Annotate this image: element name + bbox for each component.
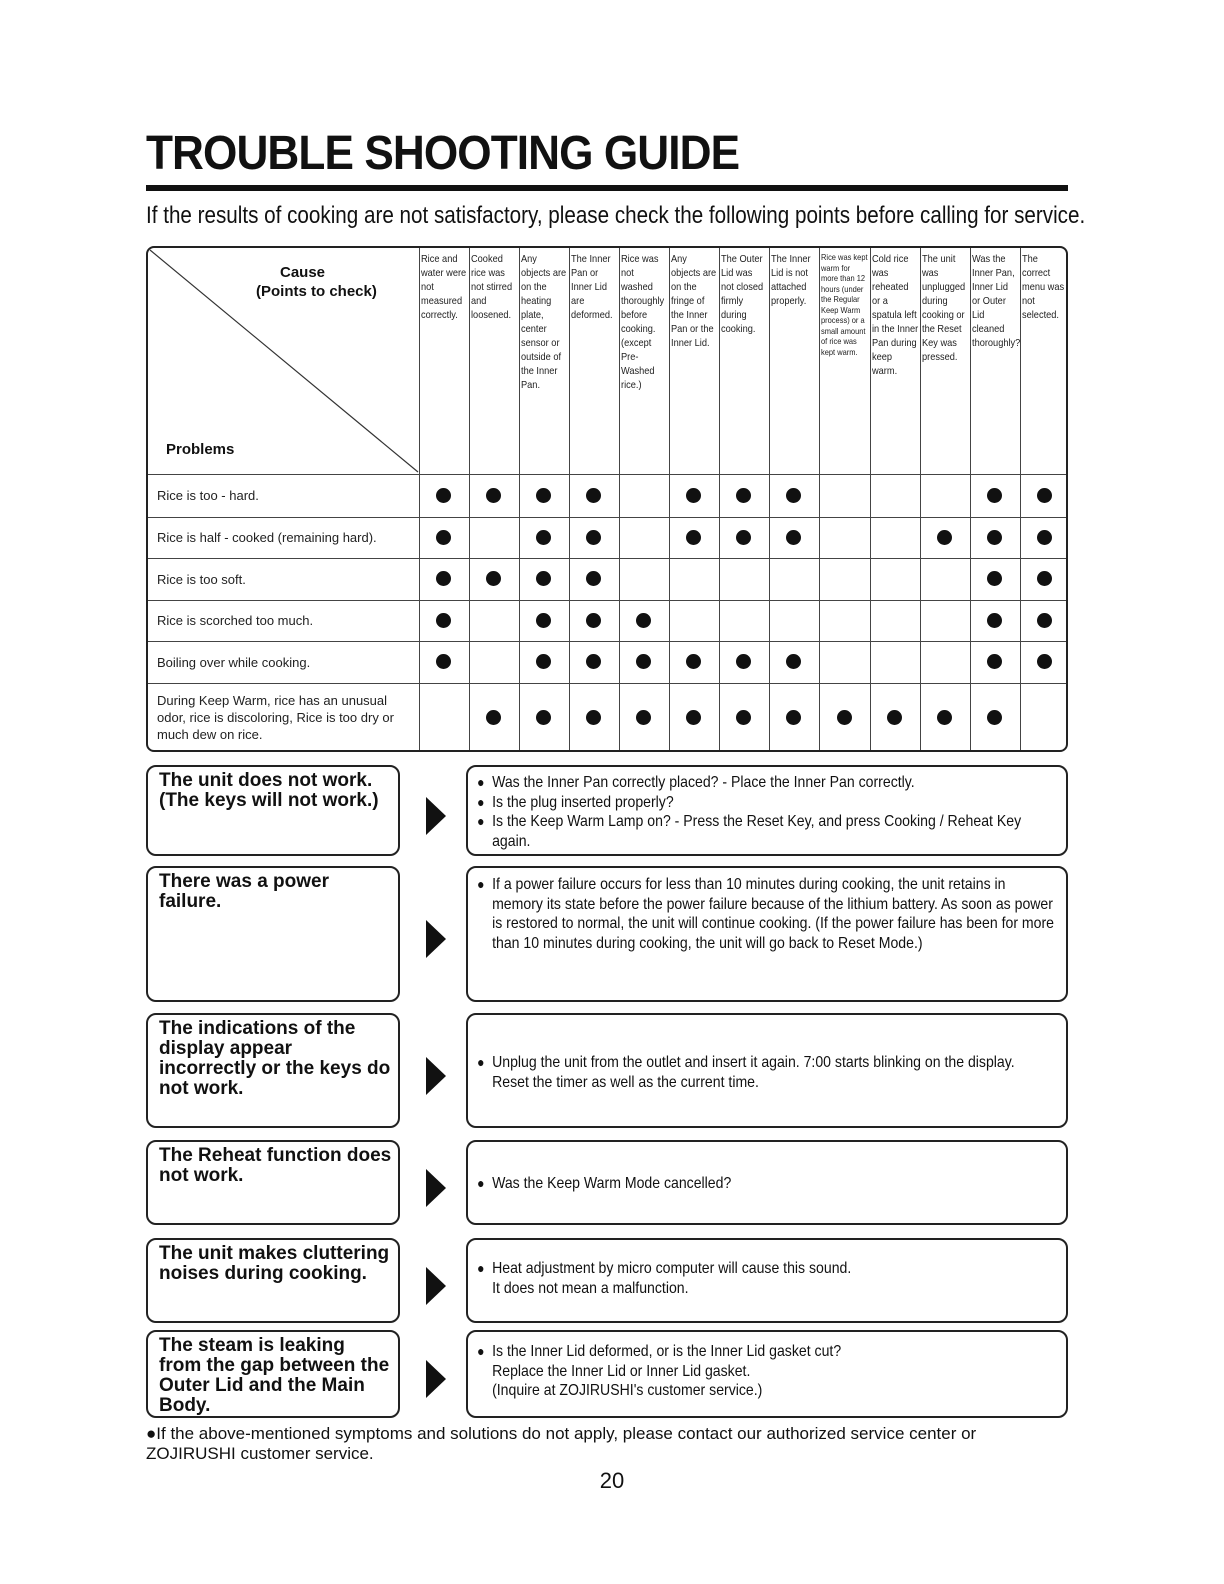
check-dot bbox=[686, 530, 701, 545]
column-divider bbox=[819, 248, 820, 752]
solution-box bbox=[466, 1238, 1068, 1323]
check-dot bbox=[1037, 571, 1052, 586]
column-divider bbox=[920, 248, 921, 752]
check-dot bbox=[686, 488, 701, 503]
problem-label-text: Rice is too - hard. bbox=[157, 488, 259, 503]
solution-text: ● Heat adjustment by micro computer will cause this sound. bbox=[478, 1259, 1059, 1279]
arrow-right-icon bbox=[426, 1267, 446, 1305]
problem-text: The indications of the display appear incorrectly or the keys do not work. bbox=[159, 1018, 391, 1099]
solution-box bbox=[466, 866, 1068, 1002]
check-dot bbox=[436, 654, 451, 669]
check-dot bbox=[586, 654, 601, 669]
cause-header-cell: Rice was kept warm for more than 12 hours (under the Regular Keep Warm process) or a small amount of rice was kept warm. bbox=[821, 252, 868, 357]
check-dot bbox=[436, 530, 451, 545]
check-dot bbox=[1037, 488, 1052, 503]
solution-box bbox=[466, 1140, 1068, 1225]
problem-label bbox=[157, 600, 407, 641]
check-dot bbox=[436, 488, 451, 503]
problems-header: Problems bbox=[166, 441, 235, 458]
problem-label bbox=[157, 517, 407, 558]
solution-list bbox=[478, 1053, 1059, 1092]
check-dot bbox=[536, 488, 551, 503]
problem-text: The unit does not work. (The keys will not work.) bbox=[159, 770, 379, 811]
arrow-right-icon bbox=[426, 1360, 446, 1398]
problem-box bbox=[146, 1013, 400, 1128]
check-dot bbox=[586, 571, 601, 586]
check-dot bbox=[887, 710, 902, 725]
check-dot bbox=[987, 710, 1002, 725]
solution-list bbox=[478, 773, 1059, 851]
check-dot bbox=[486, 710, 501, 725]
arrow-right-icon bbox=[426, 920, 446, 958]
check-dot bbox=[1037, 613, 1052, 628]
check-dot bbox=[736, 710, 751, 725]
column-divider bbox=[469, 248, 470, 752]
problem-label-text: During Keep Warm, rice has an unusual odor, rice is discoloring, Rice is too dry or much dew on rice. bbox=[157, 693, 394, 742]
problem-box bbox=[146, 1330, 400, 1418]
check-dot bbox=[837, 710, 852, 725]
column-divider bbox=[669, 248, 670, 752]
check-dot bbox=[736, 488, 751, 503]
check-dot bbox=[987, 530, 1002, 545]
column-divider bbox=[970, 248, 971, 752]
page-subtitle: If the results of cooking are not satisfactory, please check the following points before calling for service. bbox=[146, 202, 1086, 229]
check-dot bbox=[586, 530, 601, 545]
problem-text: The Reheat function does not work. bbox=[159, 1145, 392, 1186]
footnote-text: If the above-mentioned symptoms and solutions do not apply, please contact our authorized service center or ZOJIRUSHI customer service. bbox=[146, 1424, 977, 1463]
column-divider bbox=[519, 248, 520, 752]
problem-label bbox=[157, 474, 407, 517]
column-divider bbox=[719, 248, 720, 752]
solution-list bbox=[478, 875, 1059, 953]
problem-label-text: Rice is scorched too much. bbox=[157, 613, 314, 628]
column-divider bbox=[769, 248, 770, 752]
check-dot bbox=[536, 710, 551, 725]
check-dot bbox=[436, 613, 451, 628]
check-dot bbox=[686, 710, 701, 725]
check-dot bbox=[736, 654, 751, 669]
check-dot bbox=[536, 654, 551, 669]
column-divider bbox=[1020, 248, 1021, 752]
cause-header-cell: Any objects are on the heating plate, center sensor or outside of the Inner Pan. bbox=[521, 253, 567, 391]
problem-label bbox=[157, 683, 407, 752]
cause-header-cell: Was the Inner Pan, Inner Lid or Outer Lid cleaned thoroughly? bbox=[972, 253, 1021, 349]
cause-header-cell: The correct menu was not selected. bbox=[1022, 253, 1065, 321]
page-number: 20 bbox=[599, 1468, 625, 1493]
problem-label-text: Rice is half - cooked (remaining hard). bbox=[157, 530, 377, 545]
cause-header-cell: Cooked rice was not stirred and loosened. bbox=[471, 253, 513, 321]
check-dot bbox=[786, 654, 801, 669]
check-dot bbox=[586, 613, 601, 628]
page-title: TROUBLE SHOOTING GUIDE bbox=[146, 127, 740, 180]
problem-label bbox=[157, 558, 407, 600]
check-dot bbox=[987, 613, 1002, 628]
solution-text: (Inquire at ZOJIRUSHI's customer service.) bbox=[492, 1382, 763, 1399]
cause-subheader: (Points to check) bbox=[256, 283, 377, 300]
check-dot bbox=[536, 530, 551, 545]
solution-text: Replace the Inner Lid or Inner Lid gasket. bbox=[492, 1362, 751, 1380]
cause-header-cell: Rice and water were not measured correctly. bbox=[421, 253, 467, 321]
solution-text: ● If a power failure occurs for less than 10 minutes during cooking, the unit retains in memory its state before the power failure because of the lithium battery. As soon as power is restored to normal, the unit will continue cooking. (If the power failure has been for more than 10 minutes during cooking, the unit will go back to Reset Mode.) bbox=[478, 875, 1059, 953]
check-dot bbox=[1037, 654, 1052, 669]
check-dot bbox=[486, 571, 501, 586]
solution-list bbox=[478, 1259, 1059, 1298]
cause-header: Cause bbox=[280, 264, 326, 281]
check-dot bbox=[937, 530, 952, 545]
problem-label-text: Rice is too soft. bbox=[157, 571, 246, 587]
check-dot bbox=[636, 654, 651, 669]
problem-text: The steam is leaking from the gap between the Outer Lid and the Main Body. bbox=[159, 1335, 390, 1416]
check-dot bbox=[987, 571, 1002, 586]
solution-box bbox=[466, 1330, 1068, 1418]
solution-box bbox=[466, 765, 1068, 856]
solution-text: ● Is the Keep Warm Lamp on? - Press the Reset Key, and press Cooking / Reheat Key again. bbox=[478, 812, 1059, 851]
check-dot bbox=[987, 654, 1002, 669]
check-dot bbox=[636, 710, 651, 725]
column-divider bbox=[419, 248, 420, 752]
arrow-right-icon bbox=[426, 797, 446, 835]
check-dot bbox=[987, 488, 1002, 503]
column-divider bbox=[619, 248, 620, 752]
title-rule bbox=[146, 185, 1068, 191]
solution-list bbox=[478, 1174, 1059, 1194]
check-dot bbox=[586, 488, 601, 503]
solution-text: It does not mean a malfunction. bbox=[492, 1279, 689, 1297]
problem-label bbox=[157, 641, 407, 683]
check-dot bbox=[786, 710, 801, 725]
solution-text: ● Is the Inner Lid deformed, or is the Inner Lid gasket cut? bbox=[478, 1342, 1059, 1362]
solution-text: ● Unplug the unit from the outlet and insert it again. 7:00 starts blinking on the display. bbox=[478, 1053, 1059, 1073]
check-dot bbox=[436, 571, 451, 586]
problem-label-text: Boiling over while cooking. bbox=[157, 654, 311, 670]
arrow-right-icon bbox=[426, 1169, 446, 1207]
check-dot bbox=[536, 571, 551, 586]
check-dot bbox=[1037, 530, 1052, 545]
check-dot bbox=[786, 488, 801, 503]
problem-box bbox=[146, 866, 400, 1002]
solution-box bbox=[466, 1013, 1068, 1128]
problem-box bbox=[146, 765, 400, 856]
check-dot bbox=[536, 613, 551, 628]
problem-text: There was a power failure. bbox=[159, 871, 330, 912]
check-dot bbox=[636, 613, 651, 628]
column-divider bbox=[569, 248, 570, 752]
check-dot bbox=[486, 488, 501, 503]
cause-header-cell: The Inner Lid is not attached properly. bbox=[771, 253, 811, 307]
check-dot bbox=[786, 530, 801, 545]
column-divider bbox=[870, 248, 871, 752]
check-dot bbox=[736, 530, 751, 545]
cause-header-cell: The Inner Pan or Inner Lid are deformed. bbox=[571, 253, 613, 321]
problem-text: The unit makes cluttering noises during cooking. bbox=[159, 1243, 390, 1284]
check-dot bbox=[937, 710, 952, 725]
solution-text: ● Was the Inner Pan correctly placed? - Place the Inner Pan correctly. bbox=[478, 773, 1059, 793]
cause-header-cell: Cold rice was reheated or a spatula left in the Inner Pan during keep warm. bbox=[872, 253, 919, 377]
solution-text: Reset the timer as well as the current time. bbox=[492, 1073, 759, 1091]
solution-text: ● Was the Keep Warm Mode cancelled? bbox=[478, 1174, 1059, 1194]
cause-header-cell: The Outer Lid was not closed firmly during cooking. bbox=[721, 253, 764, 335]
solution-list bbox=[478, 1342, 1059, 1401]
bullet-icon: ● bbox=[146, 1424, 157, 1443]
check-dot bbox=[586, 710, 601, 725]
troubleshooting-table bbox=[146, 246, 1068, 752]
solution-text: ● Is the plug inserted properly? bbox=[478, 793, 1059, 813]
cause-header-cell: The unit was unplugged during cooking or the Reset Key was pressed. bbox=[922, 253, 966, 363]
check-dot bbox=[686, 654, 701, 669]
footnote bbox=[146, 1424, 1068, 1464]
cause-header-cell: Rice was not washed thoroughly before cooking. (except Pre-Washed rice.) bbox=[621, 253, 665, 391]
arrow-right-icon bbox=[426, 1057, 446, 1095]
problem-box bbox=[146, 1140, 400, 1225]
problem-box bbox=[146, 1238, 400, 1323]
cause-header-cell: Any objects are on the fringe of the Inner Pan or the Inner Lid. bbox=[671, 253, 717, 349]
